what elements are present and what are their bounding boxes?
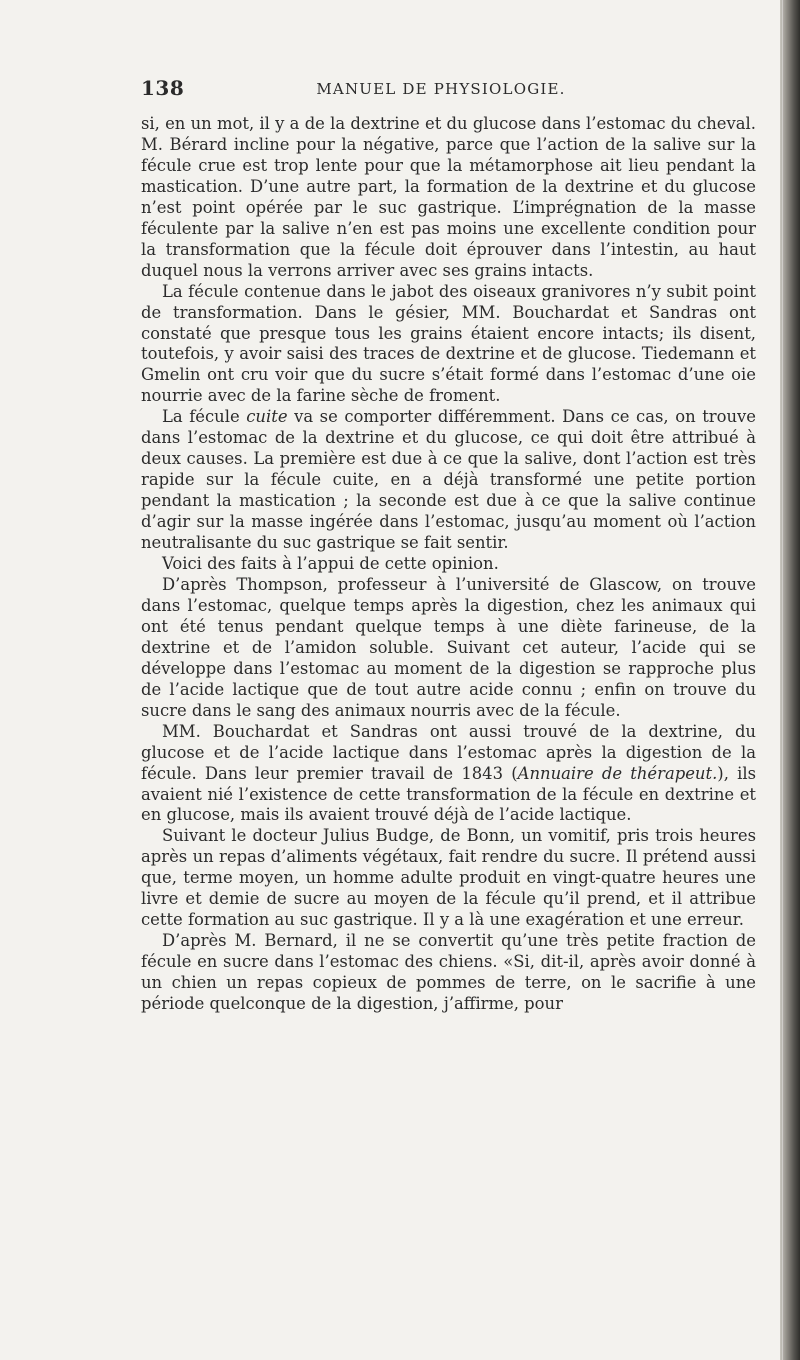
text-run: ), ils avaient nié l’existence de cette transformation de la fécule en dextrine et en glucose, mais ils avaient trouvé déjà de l’acide lactique. [141,763,756,825]
page-number: 138 [141,76,185,100]
text-run: Suivant le docteur Julius Budge, de Bonn, un vomitif, pris trois heures après un repas d’aliments végétaux, fait rendre du sucre. Il prétend aussi que, terme moyen, un homme adulte produit en vingt-quatre heures une livre et demie de sucre au moyen de la fécule qu’il prend, et il attribue cette formation au suc gastrique. Il y a là une exagération et une erreur. [141,826,756,930]
paragraph [141,407,756,554]
paragraph [141,114,756,282]
text-run: va se comporter différemment. Dans ce cas, on trouve dans l’estomac de la dextrine et du glucose, ce qui doit être attribué à deux causes. La première est due à ce que la salive, dont l’action est très rapide sur la fécule cuite, en a déjà transformé une petite portion pendant la mastication ; la seconde est due à ce que la salive continue d’agir sur la masse ingérée dans l’estomac, jusqu’au moment où l’action neutralisante du suc gastrique se fait sentir. [141,407,756,553]
text-run: La fécule contenue dans le jabot des oiseaux granivores n’y subit point de transformation. Dans le gésier, MM. Bouchardat et Sandras ont constaté que presque tous les grains étaient encore intacts; ils disent, toutefois, y avoir saisi des traces de dextrine et de glucose. Tiedemann et Gmelin ont cru voir que du sucre s’était formé dans l’estomac d’une oie nourrie avec de la farine sèche de froment. [141,281,756,406]
paragraph [141,282,756,408]
running-title: MANUEL DE PHYSIOLOGIE. [316,80,566,98]
page-binding-edge [780,0,800,1360]
page-header [141,76,741,102]
paragraph [141,554,756,575]
italic-text: cuite [246,407,288,427]
text-run: D’après M. Bernard, il ne se convertit qu’une très petite fraction de fécule en sucre dans l’estomac des chiens. «Si, dit-il, après avoir donné à un chien un repas copieux de pommes de terre, on le sacrifie à une période quelconque de la digestion, j’affirme, pour [141,931,756,1014]
text-run: si, en un mot, il y a de la dextrine et du glucose dans l’estomac du cheval. M. Bérard incline pour la négative, parce que l’action de la salive sur la fécule crue est trop lente pour que la métamorphose ait lieu pendant la mastication. D’une autre part, la formation de la dextrine et du glucose n’est point opérée par le suc gastrique. L’imprégnation de la masse féculente par la salive n’en est pas moins une excellente condition pour la transformation que la fécule doit éprouver dans l’intestin, au haut duquel nous la verrons arriver avec ses grains intacts. [141,114,756,280]
paragraph [141,722,756,827]
text-run: La fécule [162,407,247,427]
paragraph [141,931,756,1015]
text-run: D’après Thompson, professeur à l’université de Glascow, on trouve dans l’estomac, quelque temps après la digestion, chez les animaux qui ont été tenus pendant quelque temps à une diète farineuse, de la dextrine et de l’amidon soluble. Suivant cet auteur, l’acide qui se développe dans l’estomac au moment de la digestion se rapproche plus de l’acide lactique que de tout autre acide connu ; enfin on trouve du sucre dans le sang des animaux nourris avec de la fécule. [141,574,756,720]
text-run: MM. Bouchardat et Sandras ont aussi trouvé de la dextrine, du glucose et de l’acide lactique dans l’estomac après la digestion de la fécule. Dans leur premier travail de 1843 ( [141,721,756,783]
paragraph [141,575,756,722]
text-run: Voici des faits à l’appui de cette opinion. [162,554,499,574]
italic-text: Annuaire de thérapeut. [517,763,718,783]
paragraph [141,826,756,931]
body-text [141,114,756,1015]
